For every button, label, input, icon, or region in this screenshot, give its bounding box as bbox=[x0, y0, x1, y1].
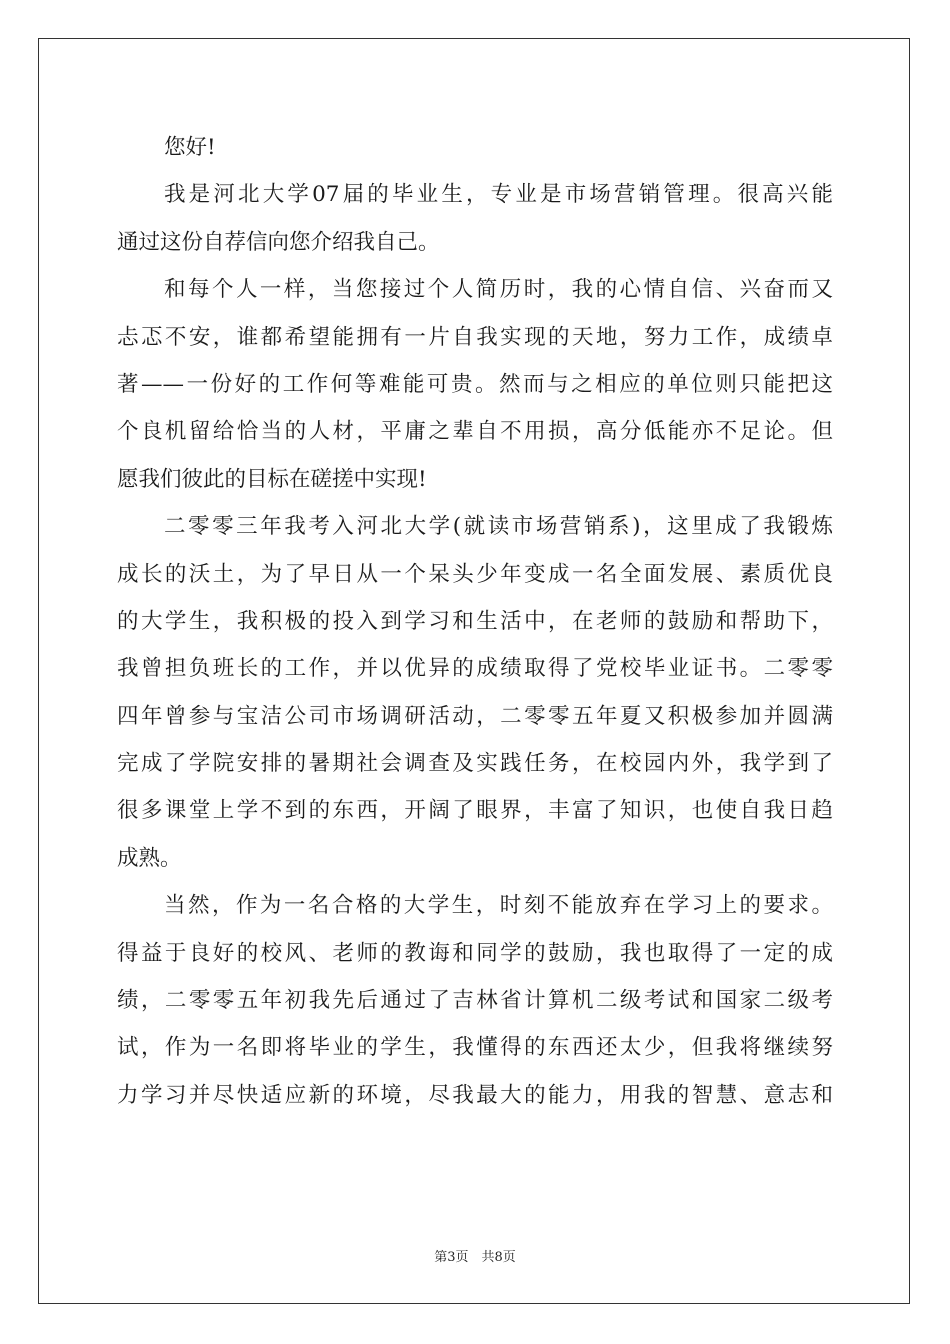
paragraph-4-line-5: 力学习并尽快适应新的环境，尽我最大的能力，用我的智慧、意志和 bbox=[117, 1082, 833, 1108]
paragraph-3-line-1: 二零零三年我考入河北大学(就读市场营销系)，这里成了我锻炼 bbox=[164, 514, 833, 540]
paragraph-3-line-5: 四年曾参与宝洁公司市场调研活动，二零零五年夏又积极参加并圆满 bbox=[117, 703, 833, 729]
paragraph-1-line-2: 通过这份自荐信向您介绍我自己。 bbox=[117, 229, 440, 255]
paragraph-2-line-1: 和每个人一样，当您接过个人简历时，我的心情自信、兴奋而又 bbox=[164, 277, 833, 303]
paragraph-4-line-2: 得益于良好的校风、老师的教诲和同学的鼓励，我也取得了一定的成 bbox=[117, 940, 833, 966]
paragraph-4-line-4: 试，作为一名即将毕业的学生，我懂得的东西还太少，但我将继续努 bbox=[117, 1035, 833, 1061]
paragraph-3-line-6: 完成了学院安排的暑期社会调查及实践任务，在校园内外，我学到了 bbox=[117, 751, 833, 777]
paragraph-2-line-2: 忐忑不安，谁都希望能拥有一片自我实现的天地，努力工作，成绩卓 bbox=[117, 324, 833, 350]
paragraph-3-line-8: 成熟。 bbox=[117, 845, 182, 871]
paragraph-3-line-3: 的大学生，我积极的投入到学习和生活中，在老师的鼓励和帮助下， bbox=[117, 608, 833, 634]
salutation: 您好! bbox=[164, 135, 216, 160]
paragraph-2-line-5: 愿我们彼此的目标在磋搓中实现! bbox=[117, 466, 427, 492]
page-number: 第3页 共8页 bbox=[434, 1250, 516, 1265]
paragraph-4-line-1: 当然，作为一名合格的大学生，时刻不能放弃在学习上的要求。 bbox=[164, 893, 833, 919]
paragraph-3-line-7: 很多课堂上学不到的东西，开阔了眼界，丰富了知识，也使自我日趋 bbox=[117, 798, 833, 824]
paragraph-3-line-2: 成长的沃土，为了早日从一个呆头少年变成一名全面发展、素质优良 bbox=[117, 561, 833, 587]
paragraph-3-line-4: 我曾担负班长的工作，并以优异的成绩取得了党校毕业证书。二零零 bbox=[117, 656, 833, 682]
paragraph-1-line-1: 我是河北大学07届的毕业生，专业是市场营销管理。很高兴能 bbox=[164, 182, 833, 208]
paragraph-2-line-4: 个良机留给恰当的人材，平庸之辈自不用损，高分低能亦不足论。但 bbox=[117, 419, 833, 445]
paragraph-2-line-3: 著——一份好的工作何等难能可贵。然而与之相应的单位则只能把这 bbox=[117, 371, 833, 397]
letter-body bbox=[117, 124, 833, 1119]
paragraph-4-line-3: 绩，二零零五年初我先后通过了吉林省计算机二级考试和国家二级考 bbox=[117, 988, 833, 1014]
